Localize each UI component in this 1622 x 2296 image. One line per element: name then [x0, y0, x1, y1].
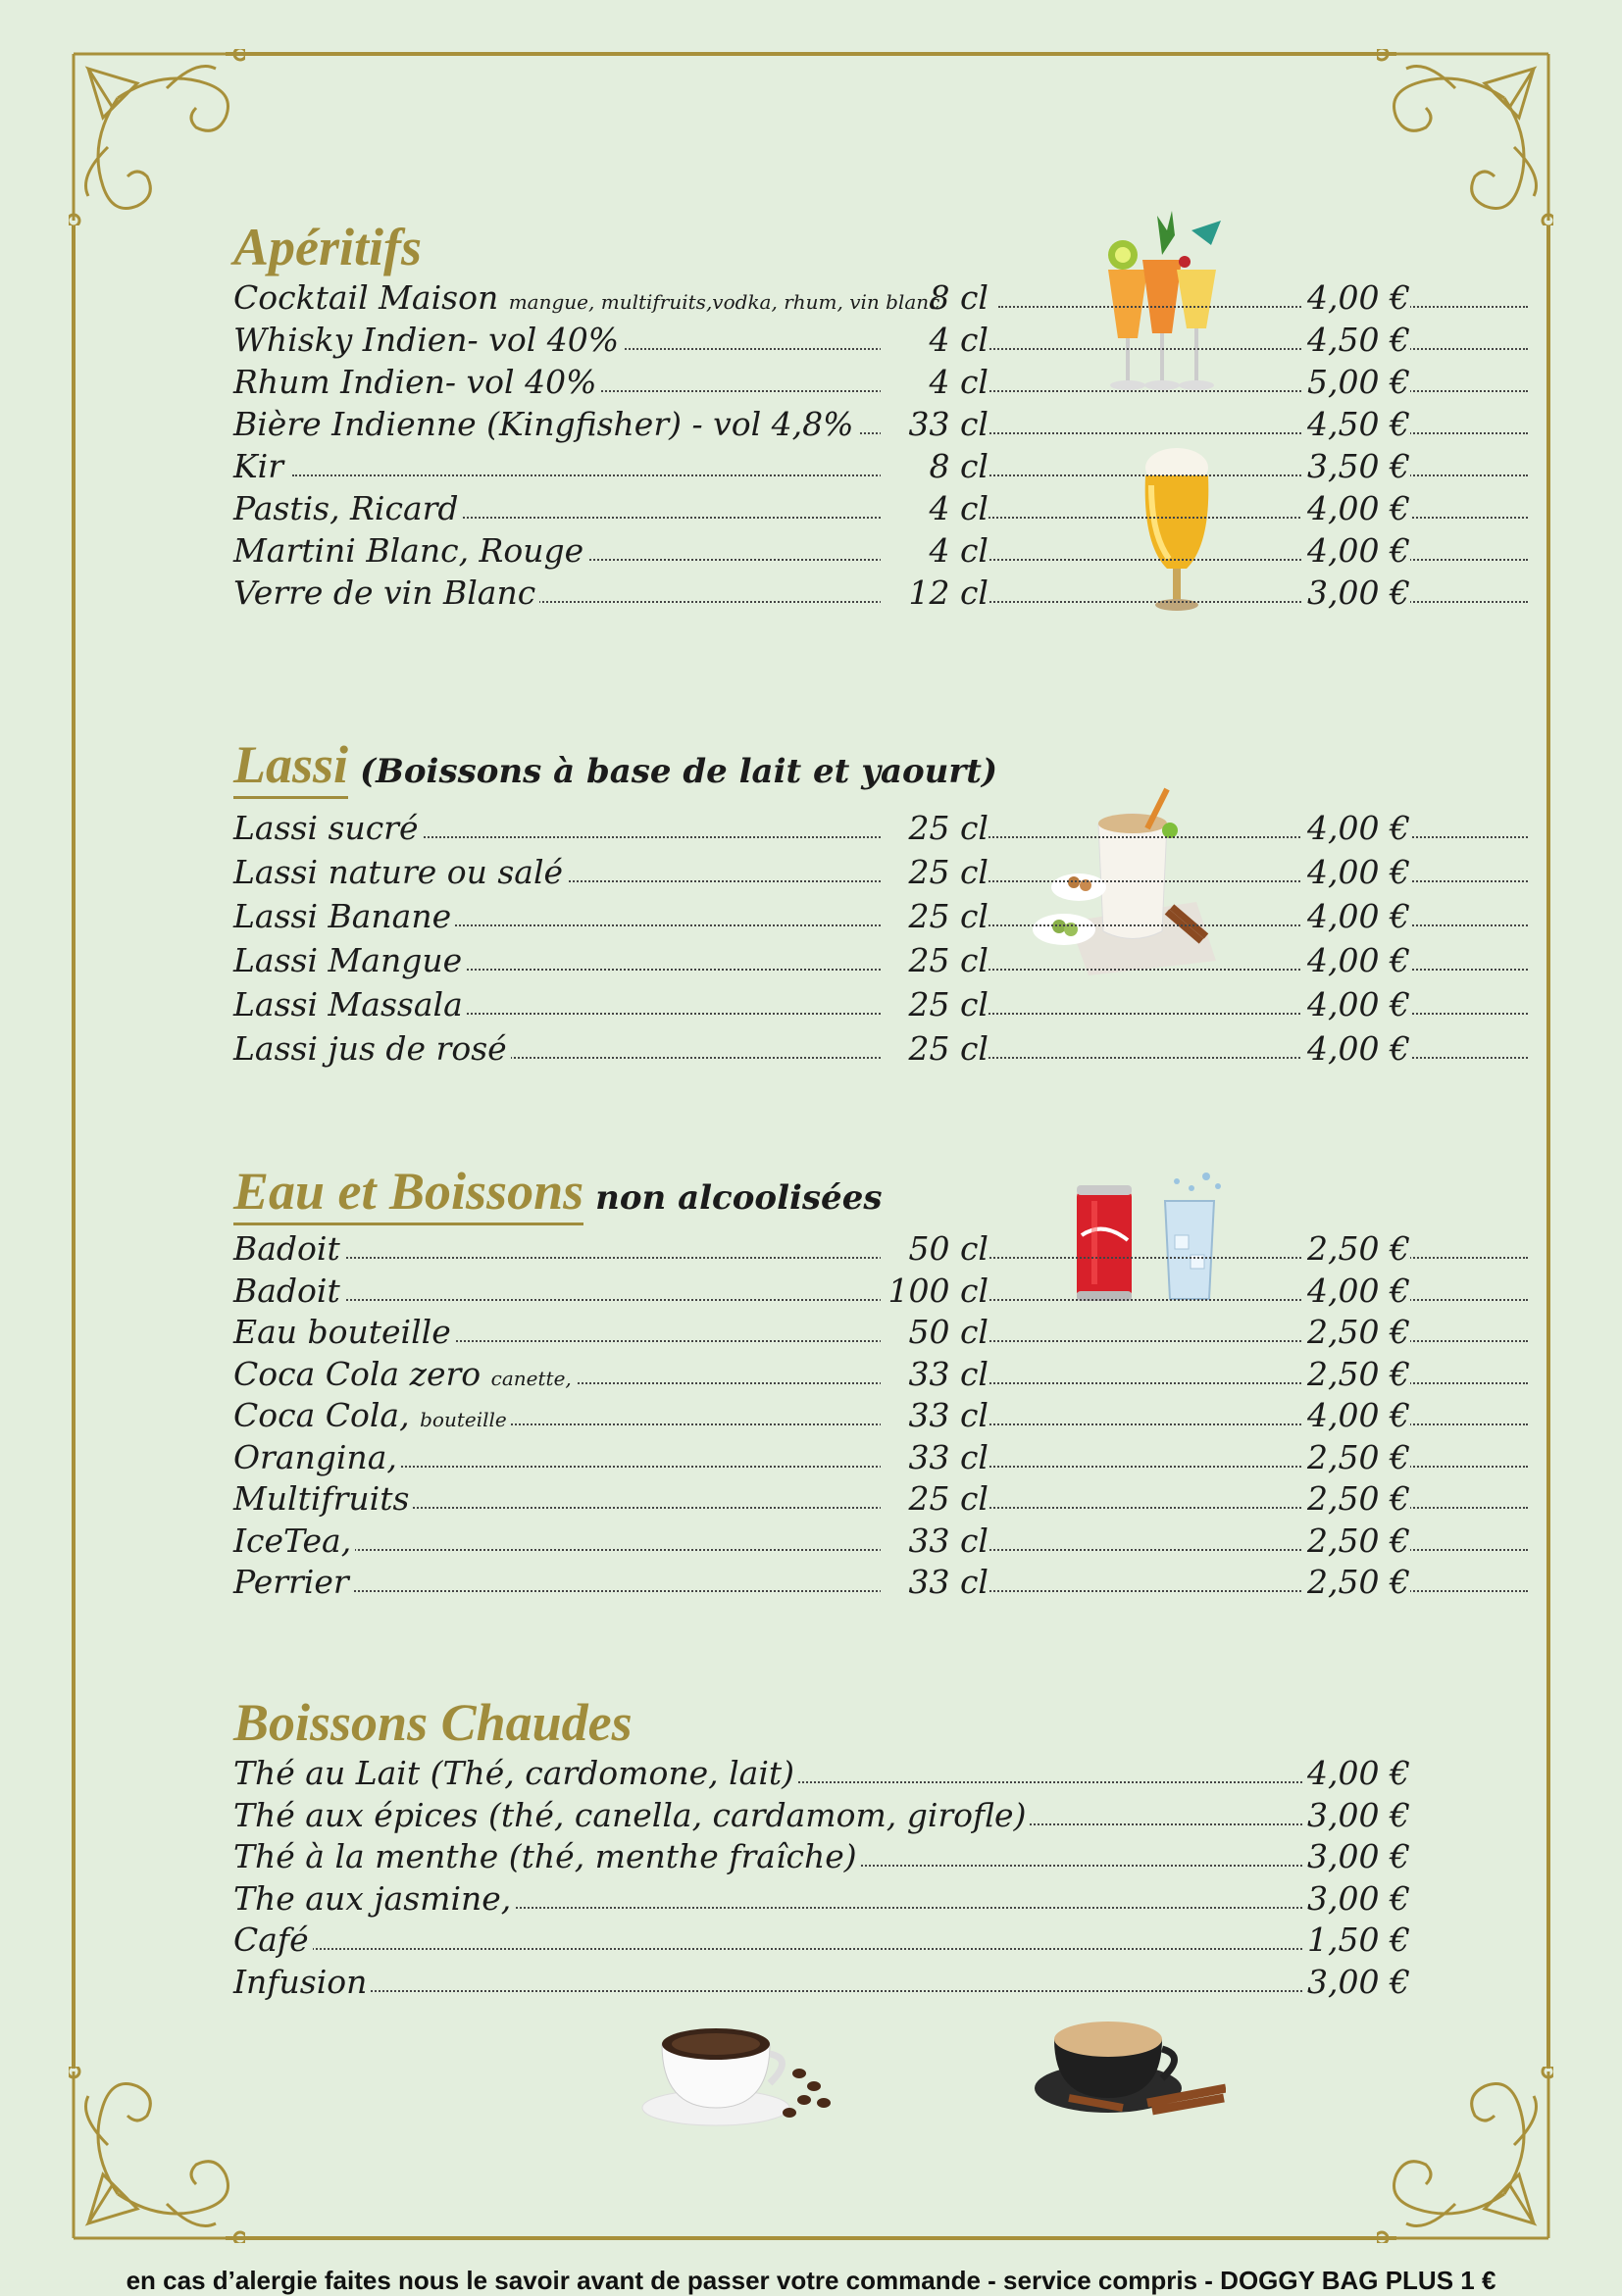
frame-bottom [226, 2236, 1396, 2240]
menu-row: Badoit 50 cl 2,50 € [233, 1229, 1410, 1272]
menu-row: Kir 8 cl 3,50 € [233, 447, 1410, 489]
lassi-list [233, 809, 1410, 1073]
corner-ornament-bottom-left [69, 2067, 245, 2243]
menu-row: Infusion 3,00 € [233, 1962, 1410, 2001]
menu-row: Bière Indienne (Kingfisher) - vol 4,8% 33 cl 4,50 € [233, 405, 1410, 447]
section-title: Lassi (Boissons à base de lait et yaourt) [233, 735, 1410, 801]
menu-row: Badoit 100 cl 4,00 € [233, 1272, 1410, 1314]
water-glass-image [1147, 1167, 1231, 1304]
menu-row: Lassi jus de rosé 25 cl 4,00 € [233, 1029, 1410, 1073]
soda-can-image [1074, 1181, 1135, 1304]
eau-list [233, 1229, 1410, 1605]
section-eau-et-boissons [233, 1162, 1410, 1603]
menu-row: Multifruits 25 cl 2,50 € [233, 1479, 1410, 1522]
frame-right [1546, 225, 1550, 2069]
tea-cup-image [1030, 2005, 1226, 2132]
cocktail-glasses-image [1089, 201, 1236, 417]
menu-row: Lassi nature ou salé 25 cl 4,00 € [233, 853, 1410, 897]
menu-row: Lassi Mangue 25 cl 4,00 € [233, 941, 1410, 985]
section-title: Boissons Chaudes [233, 1693, 633, 1752]
section-lassi [233, 735, 1410, 1066]
menu-row: Thé à la menthe (thé, menthe fraîche) 3,00 € [233, 1837, 1410, 1875]
menu-row: Pastis, Ricard 4 cl 4,00 € [233, 489, 1410, 531]
menu-row: The aux jasmine, 3,00 € [233, 1878, 1410, 1918]
beer-glass-image [1138, 446, 1216, 618]
chaudes-list [233, 1754, 1410, 2004]
menu-row: Perrier 33 cl 2,50 € [233, 1563, 1410, 1605]
corner-ornament-top-left [69, 49, 245, 225]
menu-row: Lassi Banane 25 cl 4,00 € [233, 897, 1410, 941]
footer-note: en cas d’alergie faites nous le savoir avant de passer votre commande - service compris - DOGGY BAG PLUS 1 € [126, 2266, 1496, 2295]
section-title: Apéritifs [233, 218, 1410, 276]
menu-row: Coca Cola, bouteille 33 cl 4,00 € [233, 1396, 1410, 1438]
menu-row: Lassi Massala 25 cl 4,00 € [233, 985, 1410, 1029]
menu-row: Coca Cola zero canette, 33 cl 2,50 € [233, 1355, 1410, 1397]
corner-ornament-bottom-right [1377, 2067, 1553, 2243]
lassi-glass-image [1020, 784, 1216, 980]
menu-row: Martini Blanc, Rouge 4 cl 4,00 € [233, 531, 1410, 574]
menu-row: Verre de vin Blanc 12 cl 3,00 € [233, 574, 1410, 616]
menu-row: Whisky Indien- vol 40% 4 cl 4,50 € [233, 321, 1410, 363]
menu-row: Rhum Indien- vol 40% 4 cl 5,00 € [233, 363, 1410, 405]
menu-row: Thé aux épices (thé, canella, cardamom, girofle) 3,00 € [233, 1795, 1410, 1834]
menu-row: Cocktail Maison mangue, multifruits,vodka, rhum, vin blanc 8 cl 4,00 € [233, 278, 1410, 321]
frame-top [226, 52, 1396, 56]
frame-left [72, 225, 76, 2069]
section-boissons-chaudes [233, 1693, 1410, 2002]
corner-ornament-top-right [1377, 49, 1553, 225]
menu-row: IceTea, 33 cl 2,50 € [233, 1522, 1410, 1564]
menu-row: Café 1,50 € [233, 1921, 1410, 1959]
menu-row: Orangina, 33 cl 2,50 € [233, 1438, 1410, 1480]
menu-row: Lassi sucré 25 cl 4,00 € [233, 809, 1410, 853]
coffee-cup-image [637, 2010, 843, 2132]
menu-row: Eau bouteille 50 cl 2,50 € [233, 1313, 1410, 1355]
menu-row: Thé au Lait (Thé, cardomone, lait) 4,00 € [233, 1754, 1410, 1792]
section-title: Eau et Boissons non alcoolisées [233, 1162, 1410, 1227]
